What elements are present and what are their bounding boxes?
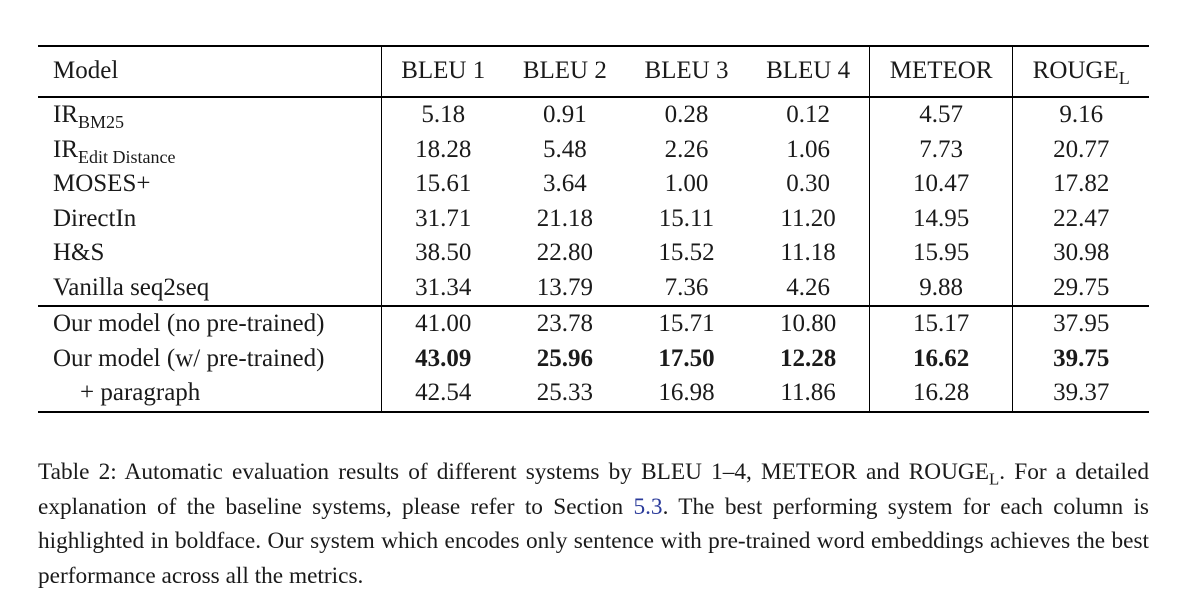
bleu4-cell-best: 12.28 xyxy=(779,344,837,372)
meteor-cell: 7.73 xyxy=(869,133,1012,168)
bleu2-cell: 22.80 xyxy=(536,239,593,266)
rouge-cell: 39.37 xyxy=(1013,376,1149,412)
bleu4-cell: 1.06 xyxy=(786,135,830,163)
table-row xyxy=(38,97,1149,133)
meteor-cell-best: 16.62 xyxy=(869,342,1012,377)
meteor-cell: 14.95 xyxy=(869,202,1012,237)
header-meteor: METEOR xyxy=(869,46,1012,97)
model-name: IR xyxy=(53,101,78,128)
rouge-cell: 29.75 xyxy=(1013,271,1149,307)
bleu2-cell: 3.64 xyxy=(542,170,587,197)
rouge-cell: 20.77 xyxy=(1013,133,1149,168)
bleu3-cell: 1.00 xyxy=(664,170,709,197)
rouge-cell: 22.47 xyxy=(1013,202,1149,237)
meteor-cell: 10.47 xyxy=(869,167,1012,202)
bleu1-cell-best: 43.09 xyxy=(382,342,504,377)
header-bleu3: BLEU 3 xyxy=(626,46,748,97)
bleu3-cell: 15.11 xyxy=(658,204,715,232)
table-row-best xyxy=(38,342,1149,377)
table-row xyxy=(38,167,1149,202)
meteor-cell: 15.17 xyxy=(869,306,1012,342)
bleu3-cell: 15.52 xyxy=(658,239,715,266)
bleu2-cell: 13.79 xyxy=(504,271,626,307)
header-rouge-sub: L xyxy=(1118,68,1130,88)
bleu2-cell: 0.91 xyxy=(542,101,587,128)
table-row xyxy=(38,202,1149,237)
table-row xyxy=(38,133,1149,168)
bleu3-cell: 0.28 xyxy=(664,101,709,128)
rouge-cell: 30.98 xyxy=(1013,236,1149,271)
meteor-cell: 9.88 xyxy=(869,271,1012,307)
table-row xyxy=(38,271,1149,307)
table-row xyxy=(38,306,1149,342)
bleu4-cell: 0.12 xyxy=(786,101,830,128)
model-name: DirectIn xyxy=(53,204,137,232)
model-cell xyxy=(38,376,382,412)
header-bleu1: BLEU 1 xyxy=(382,46,504,97)
caption-text-3: . The best performing system for each column is highlighted in boldface. Our system which encodes only sentence with pre-trained word embeddings achieves the best performance across all the metrics. xyxy=(38,493,1149,589)
header-rouge xyxy=(1013,46,1149,97)
model-sub: Edit Distance xyxy=(78,146,176,167)
results-table xyxy=(38,45,1149,413)
bleu2-cell: 25.33 xyxy=(536,379,593,406)
bleu2-cell: 5.48 xyxy=(542,135,587,163)
bleu2-cell: 23.78 xyxy=(536,310,593,337)
rouge-cell-best: 39.75 xyxy=(1013,342,1149,377)
meteor-cell: 4.57 xyxy=(869,97,1012,133)
baseline-rows xyxy=(38,97,1149,306)
model-cell xyxy=(38,133,382,168)
bleu1-cell: 42.54 xyxy=(382,376,504,412)
rouge-cell: 17.82 xyxy=(1013,167,1149,202)
header-row xyxy=(38,46,1149,97)
model-cell xyxy=(38,97,382,133)
bleu4-cell: 11.86 xyxy=(780,379,836,406)
header-bleu2: BLEU 2 xyxy=(504,46,626,97)
rouge-cell: 37.95 xyxy=(1013,306,1149,342)
model-name: Vanilla seq2seq xyxy=(38,271,382,307)
bleu1-cell: 18.28 xyxy=(382,133,504,168)
section-reference-link[interactable]: 5.3 xyxy=(633,493,663,520)
bleu1-cell: 15.61 xyxy=(382,167,504,202)
model-name: IR xyxy=(53,135,78,163)
caption-text-1: Table 2: Automatic evaluation results of different systems by BLEU 1–4, METEOR and ROUGE xyxy=(38,459,989,485)
header-rouge-base: ROUGE xyxy=(1032,57,1119,85)
caption-rouge-sub: L xyxy=(989,469,1000,489)
caption-text-2: . For a detailed explanation of the baseline systems, please refer to Section xyxy=(38,459,1149,520)
model-name: Our model (w/ pre-trained) xyxy=(53,344,325,372)
bleu3-cell: 7.36 xyxy=(626,271,748,307)
bleu4-cell: 0.30 xyxy=(786,170,830,197)
bleu4-cell: 4.26 xyxy=(747,271,869,307)
bleu2-cell-best: 25.96 xyxy=(536,344,593,372)
model-name: H&S xyxy=(53,239,105,266)
table-row xyxy=(38,376,1149,412)
meteor-cell: 16.28 xyxy=(869,376,1012,412)
bleu3-cell: 15.71 xyxy=(658,310,715,337)
bleu1-cell: 5.18 xyxy=(382,97,504,133)
bleu4-cell: 11.18 xyxy=(780,239,836,266)
bleu2-cell: 21.18 xyxy=(536,204,593,232)
header-model: Model xyxy=(38,46,382,97)
table-row xyxy=(38,236,1149,271)
model-sub: BM25 xyxy=(78,111,125,132)
meteor-cell: 15.95 xyxy=(869,236,1012,271)
model-name: + paragraph xyxy=(80,379,201,406)
bleu3-cell: 16.98 xyxy=(658,379,715,406)
table-caption xyxy=(38,455,1149,593)
bleu4-cell: 11.20 xyxy=(780,204,836,232)
our-model-rows xyxy=(38,306,1149,412)
bleu3-cell: 2.26 xyxy=(664,135,709,163)
rouge-cell: 9.16 xyxy=(1013,97,1149,133)
bleu1-cell: 41.00 xyxy=(382,306,504,342)
bleu3-cell-best: 17.50 xyxy=(658,344,715,372)
header-bleu4: BLEU 4 xyxy=(747,46,869,97)
bleu1-cell: 31.71 xyxy=(382,202,504,237)
bleu1-cell: 31.34 xyxy=(382,271,504,307)
bleu4-cell: 10.80 xyxy=(779,310,837,337)
model-name: MOSES+ xyxy=(53,170,151,197)
bleu1-cell: 38.50 xyxy=(382,236,504,271)
model-name: Our model (no pre-trained) xyxy=(53,310,325,337)
